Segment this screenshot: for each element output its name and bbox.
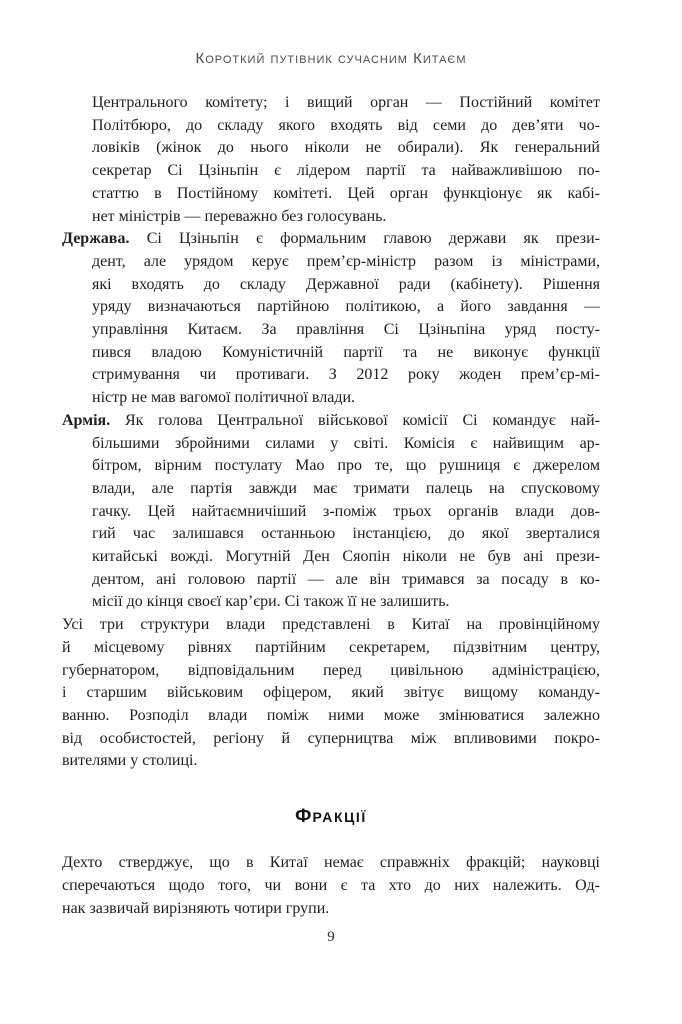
paragraph: [62, 92, 600, 228]
text-line: Дехто стверджує, що в Китаї немає справжніх фракцій; науковці: [62, 854, 600, 872]
section-heading-rest: РАКЦІЇ: [312, 809, 367, 826]
text-line: Армія. Як голова Центральної військової комісії Сі командує най-: [62, 411, 600, 429]
text-line: стримування чи противаги. З 2012 року жоден прем’єр-мі-: [92, 366, 600, 384]
text-line: які входять до складу Державної ради (кабінету). Рішення: [92, 275, 600, 293]
text-line: вителями у столиці.: [62, 752, 198, 770]
running-header: Короткий путівник сучасним Китаєм: [195, 50, 467, 67]
text-line: Держава. Сі Цзіньпін є формальним главою держави як прези-: [62, 230, 600, 248]
page-content: [62, 92, 600, 920]
text-line: Усі три структури влади представлені в Китаї на провінційному: [62, 616, 600, 634]
text-line: статтю в Постійному комітеті. Цей орган функціонує як кабі-: [92, 184, 600, 202]
text-line: губернатором, відповідальним перед цивільною адміністрацією,: [62, 661, 600, 679]
text-line: гий час залишався останньою інстанцією, до якої зверталися: [92, 525, 600, 543]
text-line: ловіків (жінок до нього ніколи не обирали). Як генеральний: [92, 139, 600, 157]
text-line: місії до кінця своєї кар’єри. Сі також її не залишить.: [92, 593, 450, 611]
section-heading-initial: Ф: [295, 806, 313, 828]
text-line: дентом, ані головою партії — але він тримався за посаду в ко-: [92, 570, 600, 588]
text-line: пився владою Комуністичній партії та не виконує функції: [92, 343, 600, 361]
text-line: нет міністрів — переважно без голосувань.: [92, 207, 387, 225]
text-line: китайські вожді. Могутній Ден Сяопін ніколи не був ані прези-: [92, 548, 600, 566]
text-line: секретар Сі Цзіньпін є лідером партії та найважливішою по-: [92, 162, 600, 180]
text-line: ністр не мав вагомої політичної влади.: [92, 389, 356, 407]
paragraph-lead: Держава.: [62, 230, 130, 248]
text-line: і старшим військовим офіцером, який звітує вищому команду-: [62, 684, 600, 702]
section-heading: [62, 805, 600, 827]
paragraph: [62, 228, 600, 410]
text-line: й місцевому рівнях партійним секретарем, підзвітним центру,: [62, 638, 600, 656]
paragraph-lead: Армія.: [62, 411, 111, 429]
text-line: ванню. Розподіл влади поміж ними може змінюватися залежно: [62, 706, 600, 724]
text-line: бітром, вірним постулату Мао про те, що рушниця є джерелом: [92, 457, 600, 475]
text-line: Політбюро, до складу якого входять від семи до дев’яти чо-: [92, 116, 600, 134]
paragraph: [62, 614, 600, 773]
text-line: сперечаються щодо того, чи вони є та хто до них належить. Од-: [62, 876, 600, 894]
text-line: Центрального комітету; і вищий орган — Постійний комітет: [92, 94, 600, 111]
body-paragraphs: [62, 92, 600, 773]
text-line: влади, але партія завжди має тримати палець на спусковому: [92, 479, 600, 497]
text-line: від особистостей, регіону й суперництва між впливовими покро-: [62, 729, 600, 747]
page-number: 9: [327, 929, 335, 946]
paragraph: [62, 410, 600, 614]
paragraph: [62, 852, 600, 920]
after-heading-paragraphs: [62, 852, 600, 920]
text-line: уряду визначаються партійною політикою, а його завдання —: [92, 298, 600, 316]
text-line: нак зазвичай вирізняють чотири групи.: [62, 899, 330, 917]
text-line: дент, але урядом керує прем’єр-міністр разом із міністрами,: [92, 252, 600, 270]
text-line: управління Китаєм. За правління Сі Цзіньпіна уряд посту-: [92, 321, 600, 339]
text-line: гачку. Цей найтаємничіший з-поміж трьох органів влади дов-: [92, 502, 600, 520]
text-line: більшими збройними силами у світі. Комісія є найвищим ар-: [92, 434, 600, 452]
